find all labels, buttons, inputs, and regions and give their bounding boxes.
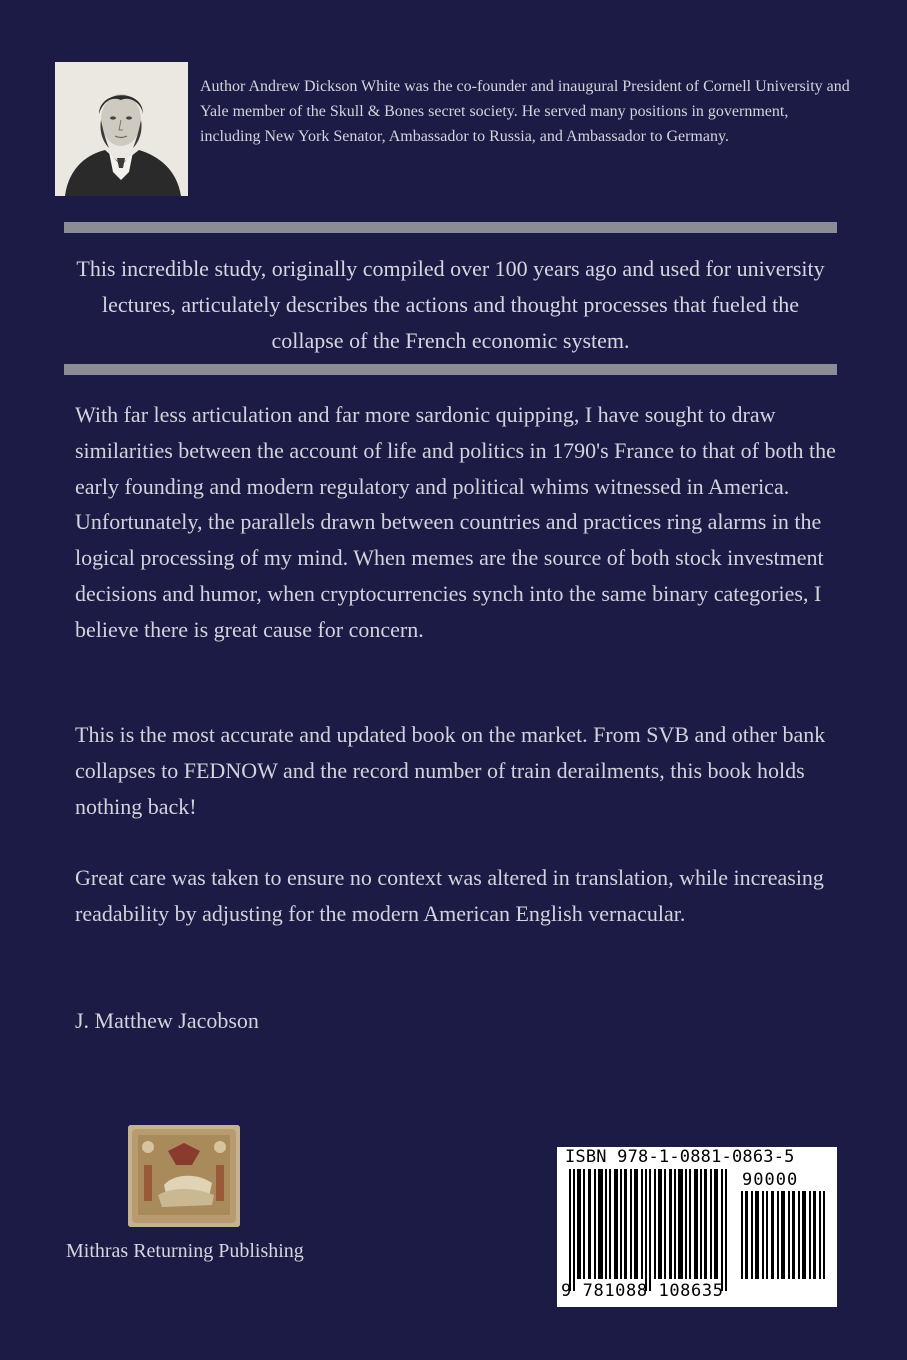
barcode-ean-digits: 9 781088 108635 [561,1281,724,1301]
body-paragraph-3: Great care was taken to ensure no context was altered in translation, while increasing readability by adjusting for the modern American English vernacular. [75,865,824,926]
author-bio: Author Andrew Dickson White was the co-founder and inaugural President of Cornell University and Yale member of the Skull & Bones secret society. He served many positions in government, including New York Senator, Ambassador to Russia, and Ambassador to Germany. [200,78,850,145]
top-divider [64,222,837,233]
barcode-addon-digits: 90000 [742,1170,799,1190]
publisher-name: Mithras Returning Publishing [66,1240,304,1262]
blurb: This incredible study, originally compiled over 100 years ago and used for university lectures, articulately describes the actions and thought processes that fueled the collapse of the French economic system. [76,256,825,353]
bottom-divider [64,364,837,375]
signature: J. Matthew Jacobson [75,1008,259,1033]
isbn-barcode [557,1147,837,1307]
body-paragraph-2: This is the most accurate and updated book on the market. From SVB and other bank collapses to FEDNOW and the record number of train derailments, this book holds nothing back! [75,722,826,819]
isbn-label: ISBN 978-1-0881-0863-5 [565,1147,795,1167]
body-paragraph-1: With far less articulation and far more sardonic quipping, I have sought to draw similarities between the account of life and politics in 1790's France to that of both the early founding and modern regulatory and political whims witnessed in America. Unfortunately, the parallels drawn between countries and practices ring alarms in the logical processing of my mind. When memes are the source of both stock investment decisions and humor, when cryptocurrencies synch into the same binary categories, I believe there is great cause for concern. [75,402,836,642]
publisher-logo [128,1125,240,1227]
author-portrait [55,62,188,196]
